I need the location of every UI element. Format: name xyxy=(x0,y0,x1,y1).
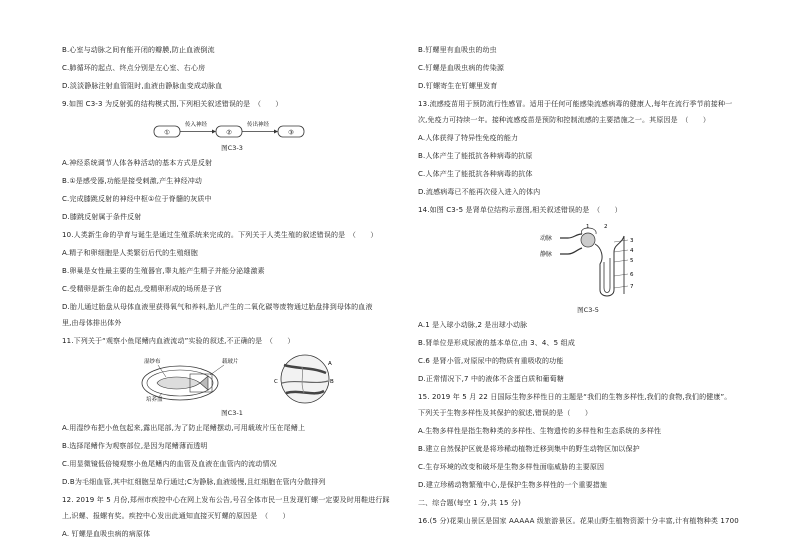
q10-option-b: B.卵巢是女性最主要的生殖器官,睾丸能产生精子并能分泌雄激素 xyxy=(62,267,265,275)
q13-option-a: A.人体获得了特异性免疫的能力 xyxy=(418,134,519,142)
q9-stem: 9.如图 C3-3 为反射弧的结构模式图,下列相关叙述错误的是 （ ） xyxy=(62,100,283,108)
q10-option-d: D.胎儿通过胎盘从母体血液里获得氧气和养料,胎儿产生的二氧化碳等废物通过胎盘排到母体的血液 xyxy=(62,303,373,311)
fish-tail-diagram xyxy=(62,353,402,405)
q11-option-a: A.用湿纱布把小鱼包起来,露出尾部,为了防止尾鳍摆动,可用载玻片压在尾鳍上 xyxy=(62,424,306,432)
q9-option-d: D.膝跳反射属于条件反射 xyxy=(62,213,142,221)
q14-option-a: A.1 是入球小动脉,2 是出球小动脉 xyxy=(418,321,528,329)
label-slide: 载玻片 xyxy=(222,359,239,365)
reflex-node-2: ② xyxy=(226,128,232,137)
label-wet-gauze: 湿纱布 xyxy=(144,359,161,365)
q8-option-b: B.心室与动脉之间有能开闭的瓣膜,防止血液倒流 xyxy=(62,46,215,54)
label-vessel-a: A xyxy=(328,361,332,367)
q15-option-d: D.建立珍稀动物繁殖中心,是保护生物多样性的一个重要措施 xyxy=(418,481,608,489)
nephron-svg xyxy=(418,222,758,302)
q10-stem: 10.人类新生命的孕育与诞生是通过生殖系统来完成的。下列关于人类生殖的叙述错误的是 （ ） xyxy=(62,231,378,239)
figure-caption-c3-5: 图C3-5 xyxy=(577,306,599,314)
left-column xyxy=(62,46,402,548)
label-5: 5 xyxy=(630,258,634,264)
q9-option-c: C.完成膝跳反射的神经中枢①位于脊髓的灰质中 xyxy=(62,195,212,203)
figure-caption-c3-1: 图C3-1 xyxy=(221,409,243,417)
q12-option-c: C.钉螺是血吸虫病的传染源 xyxy=(418,64,505,72)
q14-option-b: B.肾单位是形成尿液的基本单位,由 3、4、5 组成 xyxy=(418,339,575,347)
figure-caption-c3-3: 图C3-3 xyxy=(221,144,243,152)
q13-option-b: B.人体产生了能抵抗各种病毒的抗原 xyxy=(418,152,533,160)
q13-stem-line2: 次,免疫力可持续一年。接种流感疫苗是预防和控制流感的主要措施之一。其原因是 （ ） xyxy=(418,116,711,124)
q10-option-d-cont: 里,由母体排出体外 xyxy=(62,319,122,327)
q9-option-a: A.神经系统调节人体各种活动的基本方式是反射 xyxy=(62,159,213,167)
q12-option-b: B.钉螺里有血吸虫的幼虫 xyxy=(418,46,497,54)
label-7: 7 xyxy=(630,284,634,290)
q14-option-c: C.6 是肾小管,对原尿中的物质有重吸收的功能 xyxy=(418,357,564,365)
q9-option-b: B.①是感受器,功能是接受刺激,产生神经冲动 xyxy=(62,177,203,185)
nephron-diagram xyxy=(418,222,758,302)
q10-option-c: C.受精卵是新生命的起点,受精卵形成的场所是子宫 xyxy=(62,285,222,293)
label-6: 6 xyxy=(630,272,634,278)
q15-option-a: A.生物多样性是指生物种类的多样性、生物遗传的多样性和生态系统的多样性 xyxy=(418,427,662,435)
q15-option-b: B.建立自然保护区就是将珍稀动植物迁移到集中的野生动物区加以保护 xyxy=(418,445,640,453)
q16-stem: 16.(5 分)花果山景区是国家 AAAAA 级旅游景区。花果山野生植物资源十分丰富,计有植物种类 1700 xyxy=(418,517,739,525)
q8-option-c: C.肺循环的起点、终点分别是左心室、右心房 xyxy=(62,64,206,72)
q10-option-a: A.精子和卵细胞是人类繁衍后代的生殖细胞 xyxy=(62,249,198,257)
q11-option-b: B.选择尾鳍作为观察部位,是因为尾鳍薄而透明 xyxy=(62,442,208,450)
q13-option-c: C.人体产生了能抵抗各种病毒的抗体 xyxy=(418,170,533,178)
label-vessel-c: C xyxy=(274,379,278,385)
fish-tail-svg xyxy=(62,353,402,405)
right-column xyxy=(418,46,758,535)
q15-option-c: C.生存环境的改变和破坏是生物多样性面临威胁的主要原因 xyxy=(418,463,605,471)
q15-stem-line1: 15. 2019 年 5 月 22 日国际生物多样性日的主题是“我们的生物多样性,我们的食物,我们的健康”。 xyxy=(418,393,732,401)
q11-option-c: C.用显微镜低倍镜观察小鱼尾鳍内的血管及血液在血管内的流动情况 xyxy=(62,460,277,468)
section2-heading: 二、综合题(每空 1 分,共 15 分) xyxy=(418,499,521,507)
q15-stem-line2: 下列关于生物多样性及其保护的叙述,错误的是（ ） xyxy=(418,409,592,417)
q13-option-d: D.流感病毒已不能再次侵入进入的体内 xyxy=(418,188,541,196)
label-2: 2 xyxy=(604,224,608,230)
q14-option-d: D.正常情况下,7 中的液体不含蛋白质和葡萄糖 xyxy=(418,375,564,383)
q11-stem: 11.下列关于“观察小鱼尾鳍内血液流动”实验的叙述,不正确的是 （ ） xyxy=(62,337,295,345)
q11-option-d: D.B为毛细血管,其中红细胞呈单行通过;C为静脉,血液缓慢,且红细胞在管内分散排列 xyxy=(62,478,326,486)
label-4: 4 xyxy=(630,248,634,254)
label-3: 3 xyxy=(630,238,634,244)
label-artery: 动脉 xyxy=(540,235,553,242)
label-vein: 静脉 xyxy=(540,251,553,258)
q8-option-d: D.淡淡静脉注射血管阻时,血液由静脉血变成动脉血 xyxy=(62,82,223,90)
q12-option-a: A. 钉螺是血吸虫病的病原体 xyxy=(62,530,151,538)
q12-stem-line2: 上,识螺、报螺有奖。疾控中心发出此通知直接灭钉螺的原因是 （ ） xyxy=(62,512,290,520)
reflex-arc-diagram xyxy=(62,116,402,144)
reflex-node-3: ③ xyxy=(288,128,294,137)
label-1: 1 xyxy=(586,224,590,230)
label-petri-dish: 培养皿 xyxy=(146,397,163,403)
q12-option-d: D.钉螺寄生在钉螺里发育 xyxy=(418,82,498,90)
q13-stem-line1: 13.流感疫苗用于预防流行性感冒。适用于任何可能感染流感病毒的健康人,每年在流行季节前接种一 xyxy=(418,100,733,108)
reflex-arc-svg xyxy=(62,116,402,144)
reflex-node-1: ① xyxy=(164,128,170,137)
q12-stem-line1: 12. 2019 年 5 月份,郑州市疾控中心在网上发布公告,号召全体市民一旦发现钉螺一定要及时用鞋进行踩 xyxy=(62,496,390,504)
q14-stem: 14.如图 C3-5 是肾单位结构示意图,相关叙述错误的是 （ ） xyxy=(418,206,622,214)
reflex-label-afferent: 传入神经 xyxy=(184,122,208,128)
reflex-label-efferent: 传出神经 xyxy=(246,122,270,128)
label-vessel-b: B xyxy=(330,379,334,385)
